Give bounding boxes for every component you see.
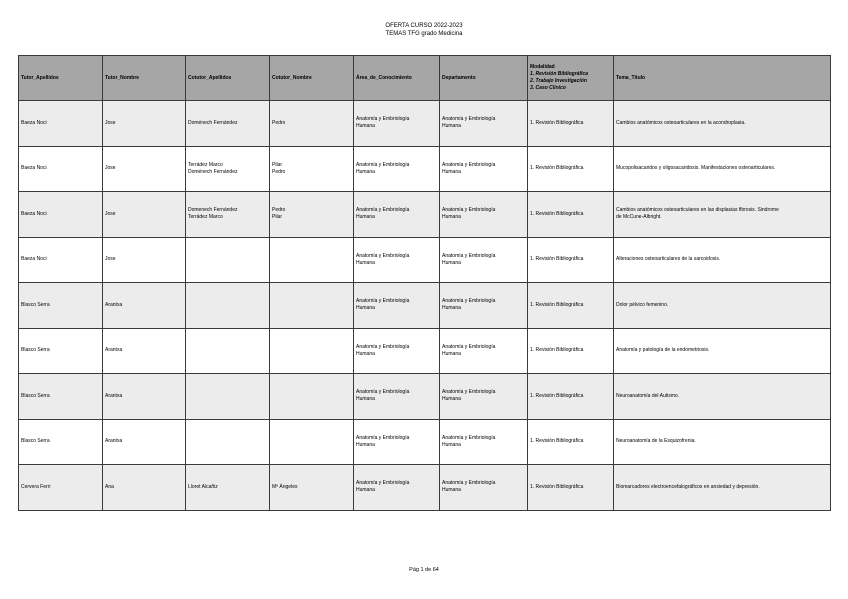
cell-cotutor-apellidos — [186, 374, 270, 420]
tema-line: Dolor pélvico femenino. — [616, 301, 669, 308]
cell-cotutor-nombre — [270, 328, 354, 374]
departamento-line: Humana — [442, 441, 461, 448]
header-area-conocimiento: Área_de_Conocimiento — [354, 56, 440, 101]
area-line: Anatomía y Embriología — [356, 252, 410, 259]
area-line: Humana — [356, 396, 375, 403]
cell-modalidad: 1. Revisión Bibliográfica — [528, 101, 614, 147]
cell-cotutor-apellidos — [186, 419, 270, 465]
area-line: Anatomía y Embriología — [356, 207, 410, 214]
cell-tutor-nombre: Arantxa — [103, 283, 186, 329]
cell-cotutor-apellidos — [186, 283, 270, 329]
cell-area — [354, 283, 440, 329]
cell-cotutor-nombre — [270, 419, 354, 465]
cell-modalidad: 1. Revisión Bibliográfica — [528, 419, 614, 465]
header-modalidad — [528, 56, 614, 101]
departamento-line: Anatomía y Embriología — [442, 161, 496, 168]
cell-area — [354, 465, 440, 511]
cell-tema — [614, 283, 831, 329]
cotutor-apellidos-line: Doménech Fernández — [188, 168, 238, 175]
cell-tema — [614, 237, 831, 283]
cell-area — [354, 374, 440, 420]
cell-cotutor-nombre — [270, 101, 354, 147]
tema-line: Anatomía y patología de la endometriosis. — [616, 347, 710, 354]
header-cotutor-apellidos: Cotutor_Apellidos — [186, 56, 270, 101]
departamento-line: Anatomía y Embriología — [442, 116, 496, 123]
cell-departamento — [440, 101, 528, 147]
table-row — [19, 192, 831, 238]
cell-cotutor-nombre — [270, 283, 354, 329]
table-row — [19, 419, 831, 465]
cell-departamento — [440, 283, 528, 329]
cell-cotutor-apellidos — [186, 146, 270, 192]
departamento-line: Humana — [442, 123, 461, 130]
cell-cotutor-apellidos — [186, 328, 270, 374]
cell-tutor-apellidos: Baeza Noci — [19, 101, 103, 147]
cell-cotutor-nombre — [270, 146, 354, 192]
cell-cotutor-apellidos — [186, 237, 270, 283]
area-line: Humana — [356, 441, 375, 448]
table-header-row — [19, 56, 831, 101]
departamento-line: Humana — [442, 487, 461, 494]
area-line: Anatomía y Embriología — [356, 343, 410, 350]
area-line: Humana — [356, 214, 375, 221]
cell-tema — [614, 101, 831, 147]
cell-tutor-nombre: Jose — [103, 192, 186, 238]
cell-modalidad: 1. Revisión Bibliográfica — [528, 283, 614, 329]
area-line: Humana — [356, 259, 375, 266]
cell-tutor-apellidos: Blasco Serra — [19, 419, 103, 465]
cell-tutor-apellidos: Blasco Serra — [19, 328, 103, 374]
cotutor-nombre-line: Mª Ángeles — [272, 483, 298, 490]
tema-line: Neuroanatomía del Autismo. — [616, 392, 680, 399]
departamento-line: Anatomía y Embriología — [442, 480, 496, 487]
cell-tutor-nombre: Ana — [103, 465, 186, 511]
cell-tutor-nombre: Jose — [103, 146, 186, 192]
cell-tutor-apellidos: Baeza Noci — [19, 237, 103, 283]
cell-tutor-apellidos: Blasco Serra — [19, 283, 103, 329]
departamento-line: Humana — [442, 214, 461, 221]
cell-cotutor-apellidos — [186, 465, 270, 511]
area-line: Anatomía y Embriología — [356, 116, 410, 123]
cotutor-apellidos-line: Domenech Fernández — [188, 207, 238, 214]
tfg-topics-table — [18, 55, 831, 511]
tema-line: Mucopolisacaridos y oligosacaridosis. Manifestaciones osteoarticulares. — [616, 165, 776, 172]
modalidad-option-2: 2. Trabajo Investigación — [530, 78, 587, 84]
cell-tema — [614, 146, 831, 192]
cell-tutor-nombre: Jose — [103, 237, 186, 283]
cotutor-apellidos-line: Terrádez Marco — [188, 214, 223, 221]
header-tutor-apellidos: Tutor_Apellidos — [19, 56, 103, 101]
table-row — [19, 283, 831, 329]
cell-tema — [614, 374, 831, 420]
page-number: Pág 1 de 64 — [409, 567, 439, 573]
area-line: Anatomía y Embriología — [356, 161, 410, 168]
cell-departamento — [440, 328, 528, 374]
cell-tutor-apellidos: Blasco Serra — [19, 374, 103, 420]
tema-line: Cambios anatómicos osteoarticulares en las displasias fibrosis. Sindrome — [616, 207, 779, 214]
departamento-line: Humana — [442, 305, 461, 312]
departamento-line: Humana — [442, 168, 461, 175]
cell-cotutor-apellidos — [186, 192, 270, 238]
cell-modalidad: 1. Revisión Bibliográfica — [528, 237, 614, 283]
area-line: Anatomía y Embriología — [356, 434, 410, 441]
cotutor-nombre-line: Pilar — [272, 214, 283, 221]
cell-tutor-nombre: Arantxa — [103, 328, 186, 374]
table-row — [19, 465, 831, 511]
table-row — [19, 237, 831, 283]
modalidad-option-3: 3. Caso Clínico — [530, 85, 566, 91]
tema-line: Alteraciones osteoarticulares de la sarcoidosis. — [616, 256, 721, 263]
table-row — [19, 374, 831, 420]
cell-area — [354, 328, 440, 374]
table-row — [19, 328, 831, 374]
cotutor-apellidos-line: Lloret Alcañiz — [188, 483, 218, 490]
cell-cotutor-nombre — [270, 237, 354, 283]
header-departamento: Departamento — [440, 56, 528, 101]
departamento-line: Anatomía y Embriología — [442, 207, 496, 214]
cell-area — [354, 419, 440, 465]
cotutor-apellidos-line: Doménech Fernández — [188, 119, 238, 126]
cell-modalidad: 1. Revisión Bibliográfica — [528, 192, 614, 238]
cell-tutor-apellidos: Cervera Ferri — [19, 465, 103, 511]
tema-line: Neuroanatomía de la Esquizofrenia. — [616, 438, 696, 445]
cell-tema — [614, 419, 831, 465]
cotutor-apellidos-line: Terrádez Marco — [188, 161, 223, 168]
header-tema-titulo: Tema_Título — [614, 56, 831, 101]
departamento-line: Anatomía y Embriología — [442, 389, 496, 396]
departamento-line: Humana — [442, 396, 461, 403]
cell-modalidad: 1. Revisión Bibliográfica — [528, 146, 614, 192]
cell-departamento — [440, 146, 528, 192]
departamento-line: Anatomía y Embriología — [442, 252, 496, 259]
area-line: Humana — [356, 168, 375, 175]
cell-tutor-nombre: Jose — [103, 101, 186, 147]
cell-area — [354, 237, 440, 283]
cell-departamento — [440, 374, 528, 420]
cell-modalidad: 1. Revisión Bibliográfica — [528, 465, 614, 511]
departamento-line: Humana — [442, 350, 461, 357]
cell-tema — [614, 192, 831, 238]
cell-modalidad: 1. Revisión Bibliográfica — [528, 328, 614, 374]
cell-cotutor-nombre — [270, 192, 354, 238]
table-row — [19, 101, 831, 147]
area-line: Humana — [356, 305, 375, 312]
cotutor-nombre-line: Pedro — [272, 207, 286, 214]
document-title-line-1: OFERTA CURSO 2022-2023 — [385, 23, 463, 29]
area-line: Humana — [356, 350, 375, 357]
cell-area — [354, 146, 440, 192]
area-line: Anatomía y Embriología — [356, 389, 410, 396]
area-line: Anatomía y Embriología — [356, 480, 410, 487]
cell-cotutor-nombre — [270, 465, 354, 511]
modalidad-title: Modalidad — [530, 64, 555, 70]
cell-area — [354, 192, 440, 238]
area-line: Humana — [356, 487, 375, 494]
cell-departamento — [440, 237, 528, 283]
area-line: Anatomía y Embriología — [356, 298, 410, 305]
header-cotutor-nombre: Cotutor_Nombre — [270, 56, 354, 101]
departamento-line: Anatomía y Embriología — [442, 298, 496, 305]
tema-line: Cambios anatómicos osteoarticulares en la acondroplasia. — [616, 119, 746, 126]
departamento-line: Humana — [442, 259, 461, 266]
tema-line: Biomarcadores electroencefalográficos en ansiedad y depresión. — [616, 483, 760, 490]
cell-departamento — [440, 465, 528, 511]
departamento-line: Anatomía y Embriología — [442, 434, 496, 441]
cell-tema — [614, 328, 831, 374]
modalidad-option-1: 1. Revisión Bibliográfica — [530, 71, 589, 77]
cotutor-nombre-line: Pedro — [272, 168, 286, 175]
cell-tema — [614, 465, 831, 511]
cell-departamento — [440, 192, 528, 238]
tema-line: de McCune-Albright. — [616, 214, 662, 221]
header-tutor-nombre: Tutor_Nombre — [103, 56, 186, 101]
document-title-line-2: TEMAS TFG grado Medicina — [385, 31, 463, 37]
cell-tutor-apellidos: Baeza Noci — [19, 192, 103, 238]
departamento-line: Anatomía y Embriología — [442, 343, 496, 350]
cotutor-nombre-line: Pedro — [272, 119, 286, 126]
cotutor-nombre-line: Pilar — [272, 161, 283, 168]
area-line: Humana — [356, 123, 375, 130]
cell-modalidad: 1. Revisión Bibliográfica — [528, 374, 614, 420]
cell-tutor-apellidos: Baeza Noci — [19, 146, 103, 192]
cell-departamento — [440, 419, 528, 465]
table-row — [19, 146, 831, 192]
cell-cotutor-nombre — [270, 374, 354, 420]
document-title — [0, 22, 848, 38]
cell-tutor-nombre: Arantxa — [103, 419, 186, 465]
cell-cotutor-apellidos — [186, 101, 270, 147]
cell-tutor-nombre: Arantxa — [103, 374, 186, 420]
cell-area — [354, 101, 440, 147]
